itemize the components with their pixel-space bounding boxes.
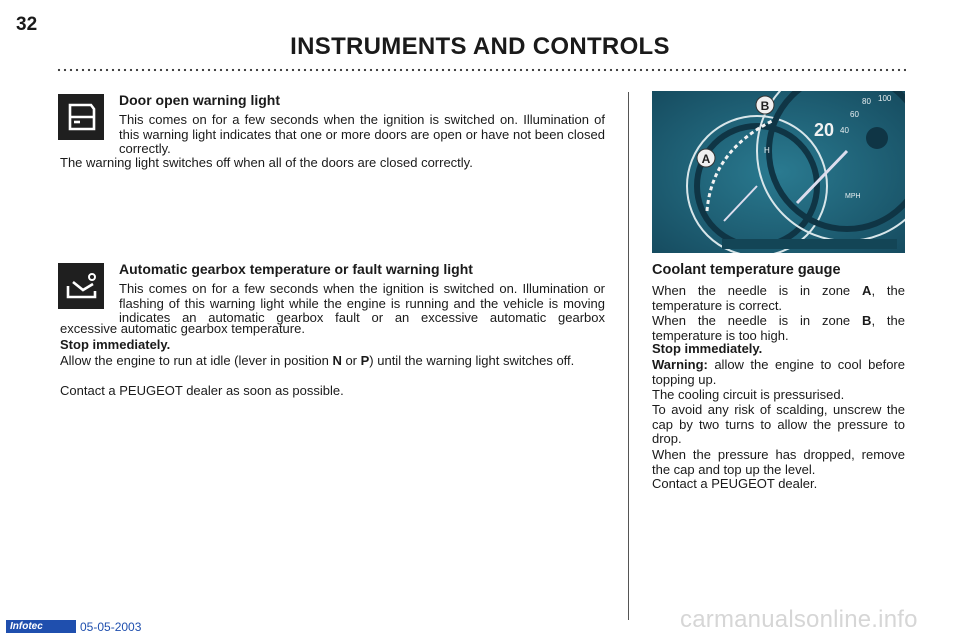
zone-a-letter: A	[862, 283, 872, 298]
mph-label: MPH	[845, 193, 861, 200]
speed-40: 40	[840, 126, 849, 135]
lever-n: N	[332, 353, 342, 368]
gearbox-warning-text-a-content: This comes on for a few seconds when the ignition is switched on. Illumination or flashing of this warning light while the engine is running and the vehicle is moving indicates an automatic gearbox fault or an excessive automatic gearbox	[119, 282, 605, 326]
coolant-topup-text: When the pressure has dropped, remove the cap and top up the level.	[652, 447, 905, 477]
lever-p: P	[360, 353, 370, 368]
gearbox-temperature-icon	[58, 263, 104, 309]
coolant-zone-a-text	[652, 284, 905, 313]
zone-b-letter: B	[862, 313, 872, 328]
zone-a-text-part-a: When the needle is in zone	[652, 283, 863, 298]
zone-a-label: A	[701, 152, 711, 166]
gearbox-stop-text: Stop immediately.	[60, 337, 171, 352]
warning-label: Warning:	[652, 357, 708, 372]
gearbox-warning-text-b: excessive automatic gearbox temperature.	[60, 321, 305, 336]
gauge-h-label: H	[764, 146, 770, 155]
page-number: 32	[16, 14, 38, 35]
warning-body: allow the engine to cool before topping up.	[652, 357, 905, 387]
coolant-pressure-text: The cooling circuit is pressurised.	[652, 387, 845, 402]
coolant-scald-text: To avoid any risk of scalding, unscrew the cap by two turns to allow the pressure to drop.	[652, 402, 905, 447]
door-warning-text: This comes on for a few seconds when the ignition is switched on. Illumination of this warning light indicates that one or more doors are open or have not been closed correctly.	[119, 112, 605, 157]
gearbox-warning-title: Automatic gearbox temperature or fault warning light	[119, 261, 473, 277]
speed-20-large: 20	[814, 120, 835, 140]
page-title: INSTRUMENTS AND CONTROLS	[290, 33, 670, 60]
gearbox-idle-text	[60, 354, 605, 369]
coolant-warning-text	[652, 358, 905, 387]
gearbox-contact-text: Contact a PEUGEOT dealer as soon as possible.	[60, 383, 344, 398]
dotted-divider	[56, 68, 906, 72]
zone-b-label: B	[760, 99, 770, 113]
gearbox-warning-text-a	[119, 282, 605, 326]
idle-text-or: or	[341, 353, 361, 368]
door-warning-off-text: The warning light switches off when all of the doors are closed correctly.	[60, 155, 473, 170]
coolant-title: Coolant temperature gauge	[652, 262, 841, 278]
print-date: 05-05-2003	[80, 620, 142, 634]
coolant-stop-text: Stop immediately.	[652, 341, 763, 356]
door-warning-title: Door open warning light	[119, 92, 280, 108]
speed-80: 80	[862, 97, 871, 106]
coolant-zone-b-text	[652, 314, 905, 343]
car-door-icon	[58, 94, 104, 140]
idle-text-part-b: ) until the warning light switches off.	[369, 353, 575, 368]
coolant-contact-text: Contact a PEUGEOT dealer.	[652, 476, 818, 491]
zone-b-text-part-a: When the needle is in zone	[652, 313, 863, 328]
zone-b-text-part-b: , the temperature is too high.	[652, 313, 906, 343]
infotec-logo: Infotec	[6, 620, 76, 633]
speed-60: 60	[850, 110, 859, 119]
speed-100: 100	[878, 94, 892, 103]
column-divider	[628, 92, 629, 620]
idle-text-part-a: Allow the engine to run at idle (lever in position	[60, 353, 333, 368]
zone-a-text-part-b: , the temperature is correct.	[652, 283, 906, 313]
coolant-gauge-image	[652, 91, 905, 253]
watermark: carmanualsonline.info	[680, 606, 918, 633]
